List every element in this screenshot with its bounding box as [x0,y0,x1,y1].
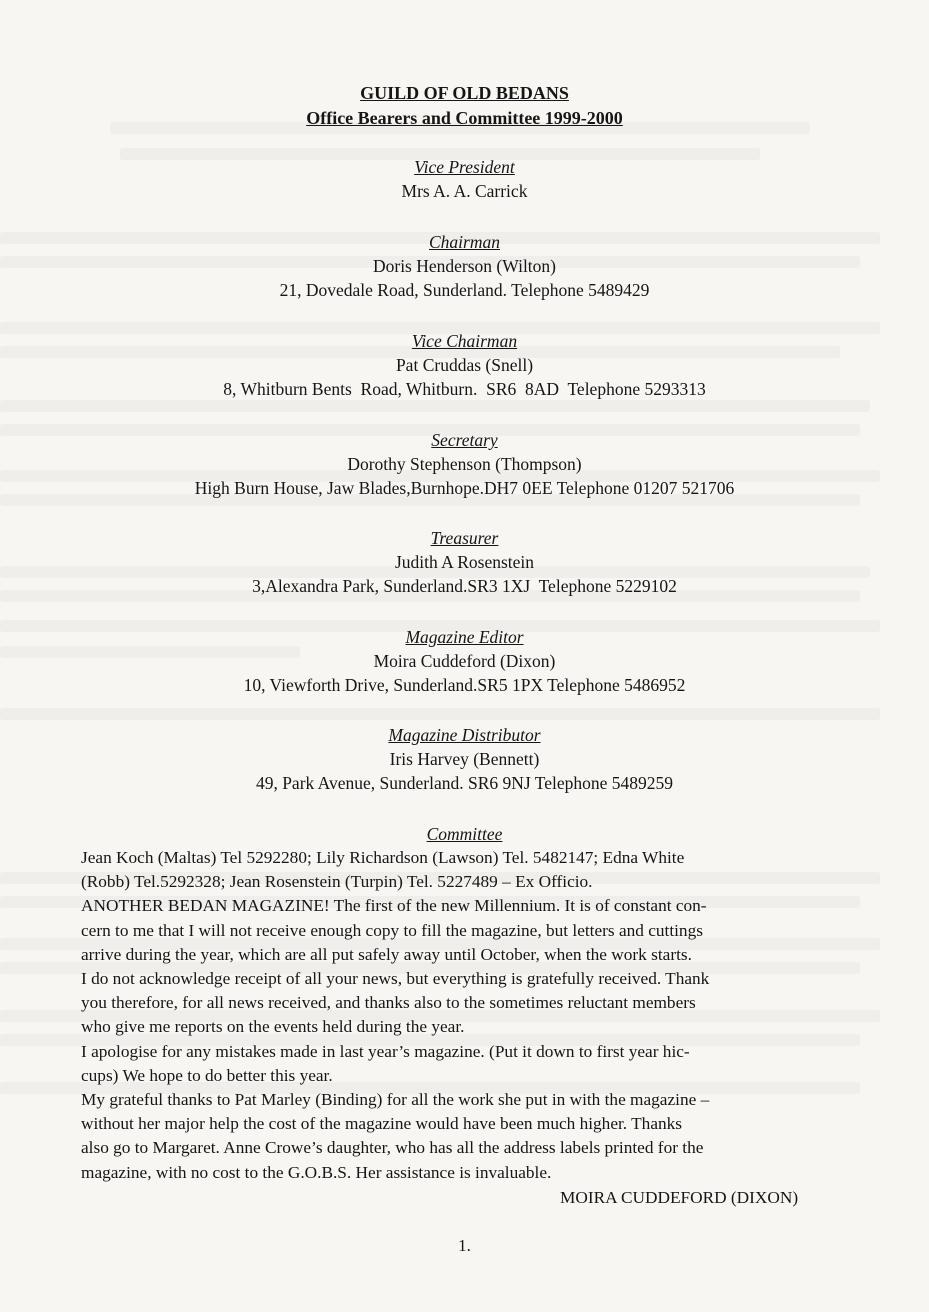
officer-role-vice-president: Vice President [414,157,515,177]
editorial-line: arrive during the year, which are all put safely away until October, when the work starts. [81,944,692,964]
committee-heading: Committee [426,824,503,844]
editorial-line: My grateful thanks to Pat Marley (Binding) for all the work she put in with the magazine – [81,1090,710,1110]
committee-line: (Robb) Tel.5292328; Jean Rosenstein (Turpin) Tel. 5227489 – Ex Officio. [81,872,593,892]
body-text-block [81,846,851,1185]
officer-name-magazine-distributor: Iris Harvey (Bennett) [389,749,540,769]
officer-address-vice-chairman: 8, Whitburn Bents Road, Whitburn. SR6 8AD Telephone 5293313 [223,379,706,399]
editorial-line: without her major help the cost of the magazine would have been much higher. Thanks [81,1114,682,1134]
officer-address-chairman: 21, Dovedale Road, Sunderland. Telephone 5489429 [279,280,650,300]
document-subtitle: Office Bearers and Committee 1999-2000 [306,108,623,128]
editorial-line: magazine, with no cost to the G.O.B.S. Her assistance is invaluable. [81,1162,552,1182]
officer-name-secretary: Dorothy Stephenson (Thompson) [347,454,582,474]
officer-role-magazine-distributor: Magazine Distributor [388,725,541,745]
officer-role-secretary: Secretary [431,430,498,450]
officer-name-magazine-editor: Moira Cuddeford (Dixon) [373,651,556,671]
officer-address-magazine-distributor: 49, Park Avenue, Sunderland. SR6 9NJ Telephone 5489259 [255,773,674,793]
officer-role-vice-chairman: Vice Chairman [411,331,518,351]
officer-role-chairman: Chairman [429,232,500,252]
officer-name-vice-president: Mrs A. A. Carrick [401,181,528,201]
officer-address-treasurer: 3,Alexandra Park, Sunderland.SR3 1XJ Telephone 5229102 [252,576,677,596]
editorial-line: I apologise for any mistakes made in last year’s magazine. (Put it down to first year hic- [81,1041,690,1061]
editor-signature: MOIRA CUDDEFORD (DIXON) [560,1188,799,1207]
editorial-line: you therefore, for all news received, and thanks also to the sometimes reluctant members [81,993,696,1013]
officer-role-treasurer: Treasurer [430,528,499,548]
editorial-line: I do not acknowledge receipt of all your news, but everything is gratefully received. Thank [81,969,710,989]
officer-name-treasurer: Judith A Rosenstein [394,552,535,572]
committee-line: Jean Koch (Maltas) Tel 5292280; Lily Richardson (Lawson) Tel. 5482147; Edna White [81,848,685,867]
officer-role-magazine-editor: Magazine Editor [405,627,524,647]
editorial-line: cern to me that I will not receive enough copy to fill the magazine, but letters and cuttings [81,920,703,940]
page-number: 1. [458,1236,471,1255]
editorial-line: also go to Margaret. Anne Crowe’s daughter, who has all the address labels printed for the [81,1138,704,1158]
editorial-line: ANOTHER BEDAN MAGAZINE! The first of the new Millennium. It is of constant con- [81,896,707,916]
editorial-line: cups) We hope to do better this year. [81,1065,333,1085]
org-title: GUILD OF OLD BEDANS [360,83,569,103]
officer-name-chairman: Doris Henderson (Wilton) [372,256,556,276]
officer-name-vice-chairman: Pat Cruddas (Snell) [395,355,534,375]
officer-address-magazine-editor: 10, Viewforth Drive, Sunderland.SR5 1PX Telephone 5486952 [243,675,686,695]
officer-address-secretary: High Burn House, Jaw Blades,Burnhope.DH7 0EE Telephone 01207 521706 [194,478,735,498]
editorial-line: who give me reports on the events held during the year. [81,1017,465,1037]
